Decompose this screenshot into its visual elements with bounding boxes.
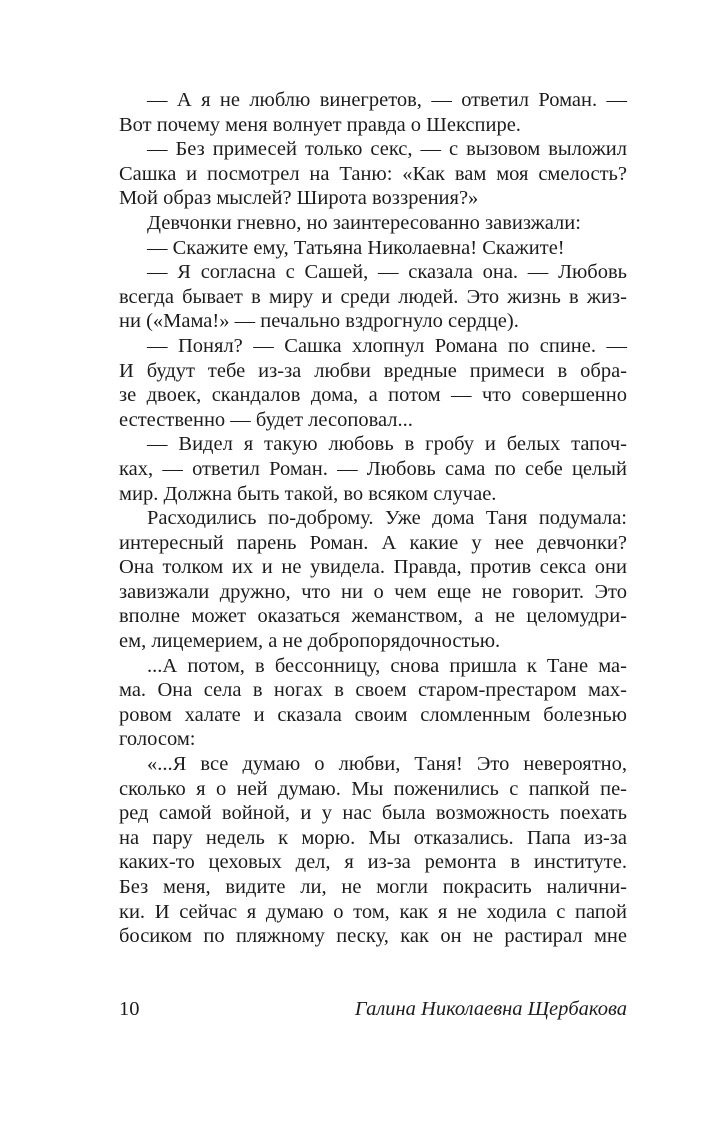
text-line: И будут тебе из-за любви вредные примеси в обра-	[119, 359, 627, 382]
text-line: ровом халате и сказала своим сломленным болезнью	[119, 703, 627, 726]
body-text	[119, 88, 627, 949]
running-author: Галина Николаевна Щербакова	[354, 998, 627, 1020]
text-line: ем, лицемерием, а не добропорядочностью.	[119, 630, 501, 653]
page-number: 10	[119, 998, 140, 1020]
text-line: Вот почему меня волнует правда о Шекспире.	[119, 113, 521, 136]
text-line: Сашка и посмотрел на Таню: «Как вам моя смелость?	[119, 162, 627, 185]
text-line: зе двоек, скандалов дома, а потом — что совершенно	[119, 384, 627, 407]
text-line: — Скажите ему, Татьяна Николаевна! Скажите!	[147, 236, 565, 259]
text-line: голосом:	[119, 728, 196, 751]
text-line: ках, — ответил Роман. — Любовь сама по себе целый	[119, 457, 627, 480]
text-line: — Без примесей только секс, — с вызовом выложил	[147, 138, 627, 161]
text-line: Девчонки гневно, но заинтересованно завизжали:	[147, 211, 581, 234]
text-line: ...А потом, в бессонницу, снова пришла к Тане ма-	[147, 654, 627, 677]
text-line: — Понял? — Сашка хлопнул Романа по спине. —	[147, 334, 627, 357]
text-line: босиком по пляжному песку, как он не растирал мне	[119, 925, 627, 948]
text-line: ки. И сейчас я думаю о том, как я не ходила с папой	[119, 900, 627, 923]
text-line: Мой образ мыслей? Широта воззрения?»	[119, 187, 479, 210]
text-line: — Я согласна с Сашей, — сказала она. — Любовь	[147, 261, 627, 284]
text-line: интересный парень Роман. А какие у нее девчонки?	[119, 531, 627, 554]
text-line: ма. Она села в ногах в своем старом-престаром мах-	[119, 679, 627, 702]
text-line: ни («Мама!» — печально вздрогнуло сердце).	[119, 310, 519, 333]
text-line: Расходились по-доброму. Уже дома Таня подумала:	[147, 507, 627, 530]
text-line: завизжали дружно, что ни о чем еще не говорит. Это	[119, 580, 627, 603]
text-line: естественно — будет лесоповал...	[119, 408, 413, 431]
text-line: — А я не люблю винегретов, — ответил Роман. —	[147, 89, 627, 111]
text-line: всегда бывает в миру и среди людей. Это жизнь в жиз-	[119, 285, 627, 308]
text-line: каких-то цеховых дел, я из-за ремонта в институте.	[119, 851, 627, 874]
text-line: вполне может оказаться жеманством, а не целомудри-	[119, 605, 627, 628]
text-line: — Видел я такую любовь в гробу и белых тапоч-	[147, 433, 627, 456]
text-line: Без меня, видите ли, не могли покрасить налични-	[119, 876, 627, 898]
text-line: мир. Должна быть такой, во всяком случае.	[119, 482, 497, 505]
text-line: сколько я о ней думаю. Мы поженились с папкой пе-	[119, 777, 627, 800]
text-line: «...Я все думаю о любви, Таня! Это невероятно,	[147, 753, 627, 776]
page-footer	[119, 996, 627, 1022]
text-line: ред самой войной, и у нас была возможность поехать	[119, 802, 627, 825]
text-line: Она толком их и не увидела. Правда, против секса они	[119, 556, 627, 579]
text-line: на пару недель к морю. Мы отказались. Папа из-за	[119, 826, 627, 849]
